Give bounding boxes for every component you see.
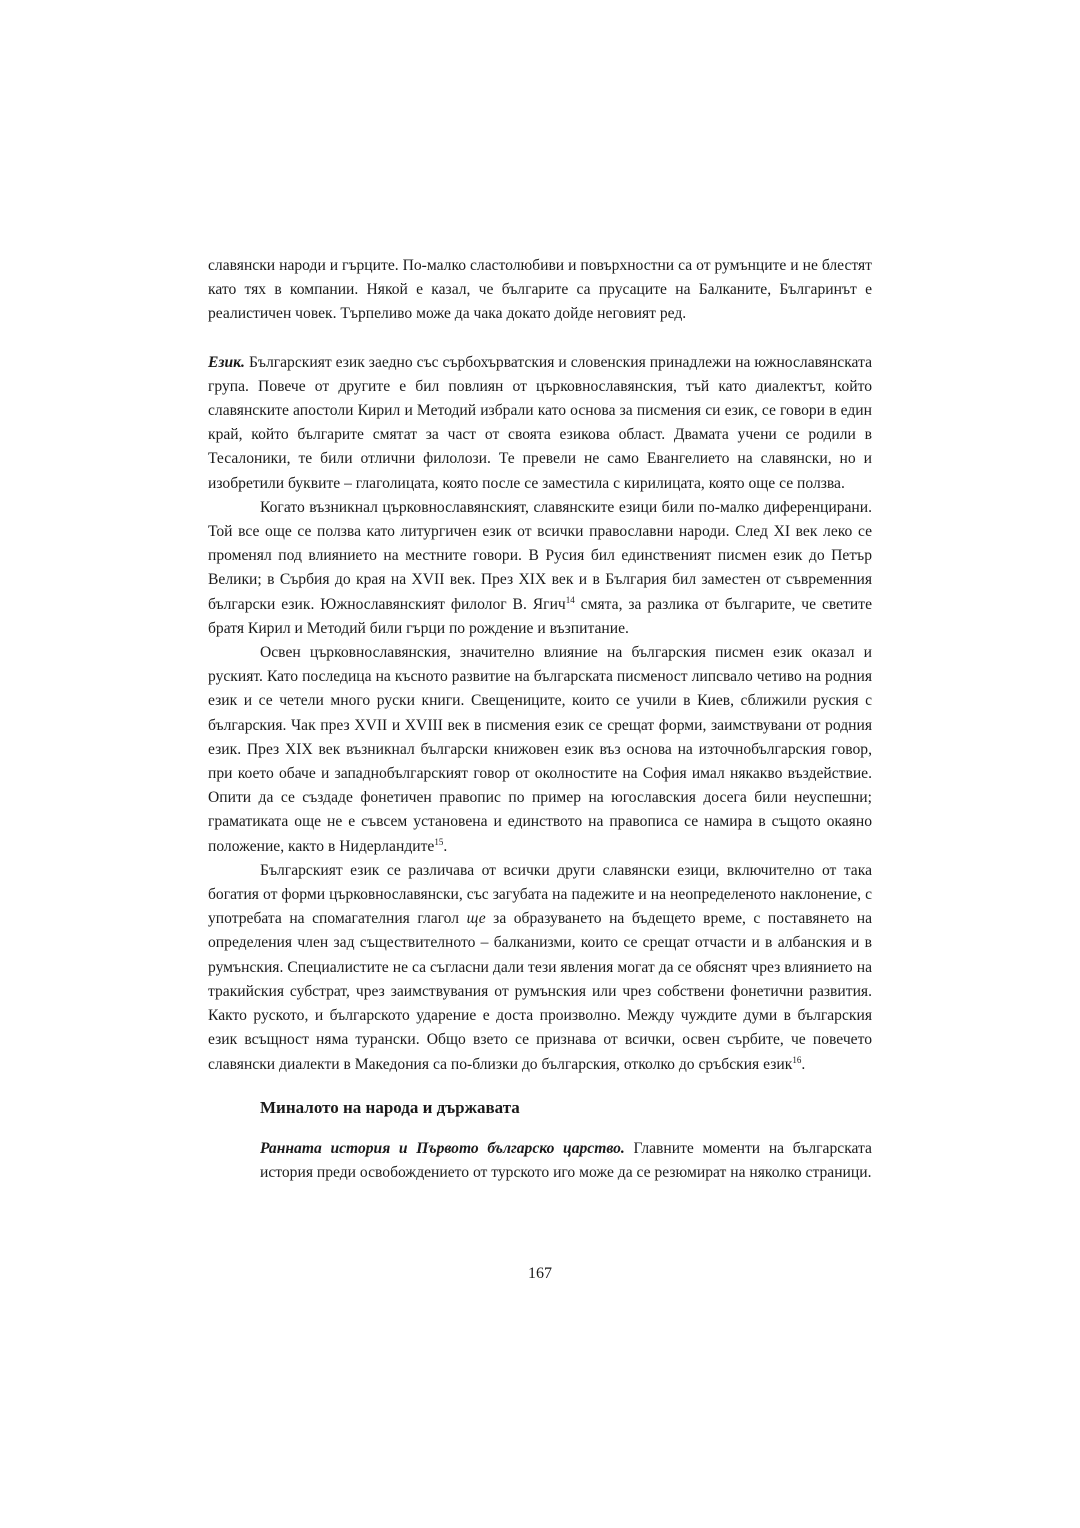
paragraph-church-slavonic: Когато възникнал църковнославянският, славянските езици били по-малко диференцирани. Той все още се ползва като литургичен език от всички православни народи. След XI век леко се променял под влиянието на местните говори. В Русия бил единственият писмен език до Петър Велики; в Сърбия до края на XVII век. През XIX век и в България бил заместен от съвременния български език. Южнославянският филолог В. Ягич$^{14}$ смята, за разлика от българите, че светите братя Кирил и Методий били гърци по рождение и възпитание. [208,498,872,637]
footnote-ref-16: 16 [792,1054,802,1065]
paragraph-distinctions: Българският език се различава от всички други славянски езици, включително от така богатия от форми църковнославянски, със загубата на падежите и на неопределеното наклонение, с употребата на спомагателния глагол ще за образуването на бъдещето време, с поставянето на определения член зад съществителното – балканизми, които се срещат отчасти и в албанския и в румънския. Специалистите не са съгласни дали тези явления могат да се обяснят чрез влиянието на тракийския субстрат, чрез заимствувания от румънския или чрез собствени фонетични развития. Както руското, и българското ударение е доста произволно. Между чуждите думи в българския език всъщност няма турански. Общо взето се признава от всички, освен сърбите, че повечето славянски диалекти в Македония са по-близки до българския, отколко до сръбския език$^{16}$. [208,861,873,1073]
paragraph-early-history: Ранната история и Първото българско царство. Главните моменти на българската история преди освобождението от турското иго може да се резюмират на няколко страници. [260,1139,872,1182]
paragraph-russian-influence: Освен църковнославянския, значително влияние на българския писмен език оказал и руският. Като последица на късното развитие на българската писменост липсвало четиво на родния език и се четели много руски книги. Свещениците, които се учили в Киев, сближили руския с българския. Чак през XVII и XVIII век в писмения език се срещат форми, заимствувани от родния език. През XIX век възникнал български книжовен език въз основа на източнобългарския говор, при което обаче и западнобългарският говор от околностите на София имал някакво въздействие. Опити да се създаде фонетичен правопис по пример на югославския досега били неуспешни; граматиката още не е съвсем установена и единството на правописа се намира в същото окаяно положение, както в Нидерландите$^{15}$. [208,644,872,855]
section-heading: Миналото на народа и държавата [260,1097,520,1117]
footnote-ref-15: 15 [434,836,444,847]
paragraph-language: Език. Българският език заедно със сърбохърватския и словенския принадлежи на южнославянската група. Повече от другите е бил повлиян от църковнославянския, тъй като диалектът, който славянските апостоли Кирил и Методий избрали като основа за писмения си език, се говори в един край, който българите смятат за част от своята езикова област. Двамата учени се родили в Тесалоники, те били отлични филолози. Те превели не само Евангелието на славянски, но и изобретили буквите – глаголицата, която после се заместила с кирилицата, която още се ползва. [208,353,872,492]
page-number: 167 [528,1265,552,1282]
paragraph-people: славянски народи и гърците. По-малко сластолюбиви и повърхностни са от румънците и не блестят като тях в компании. Някой е казал, че българите са прусаците на Балканите, Българинът е реалистичен човек. Търпеливо може да чака докато дойде неговият ред. [208,257,872,323]
footnote-ref-14: 14 [565,594,575,605]
lead-early-history: Ранната история и Първото българско царство. [260,1139,625,1157]
page-body [208,254,872,1185]
emphasis-future-particle: ще [466,910,486,928]
lead-language: Език. [208,353,245,371]
